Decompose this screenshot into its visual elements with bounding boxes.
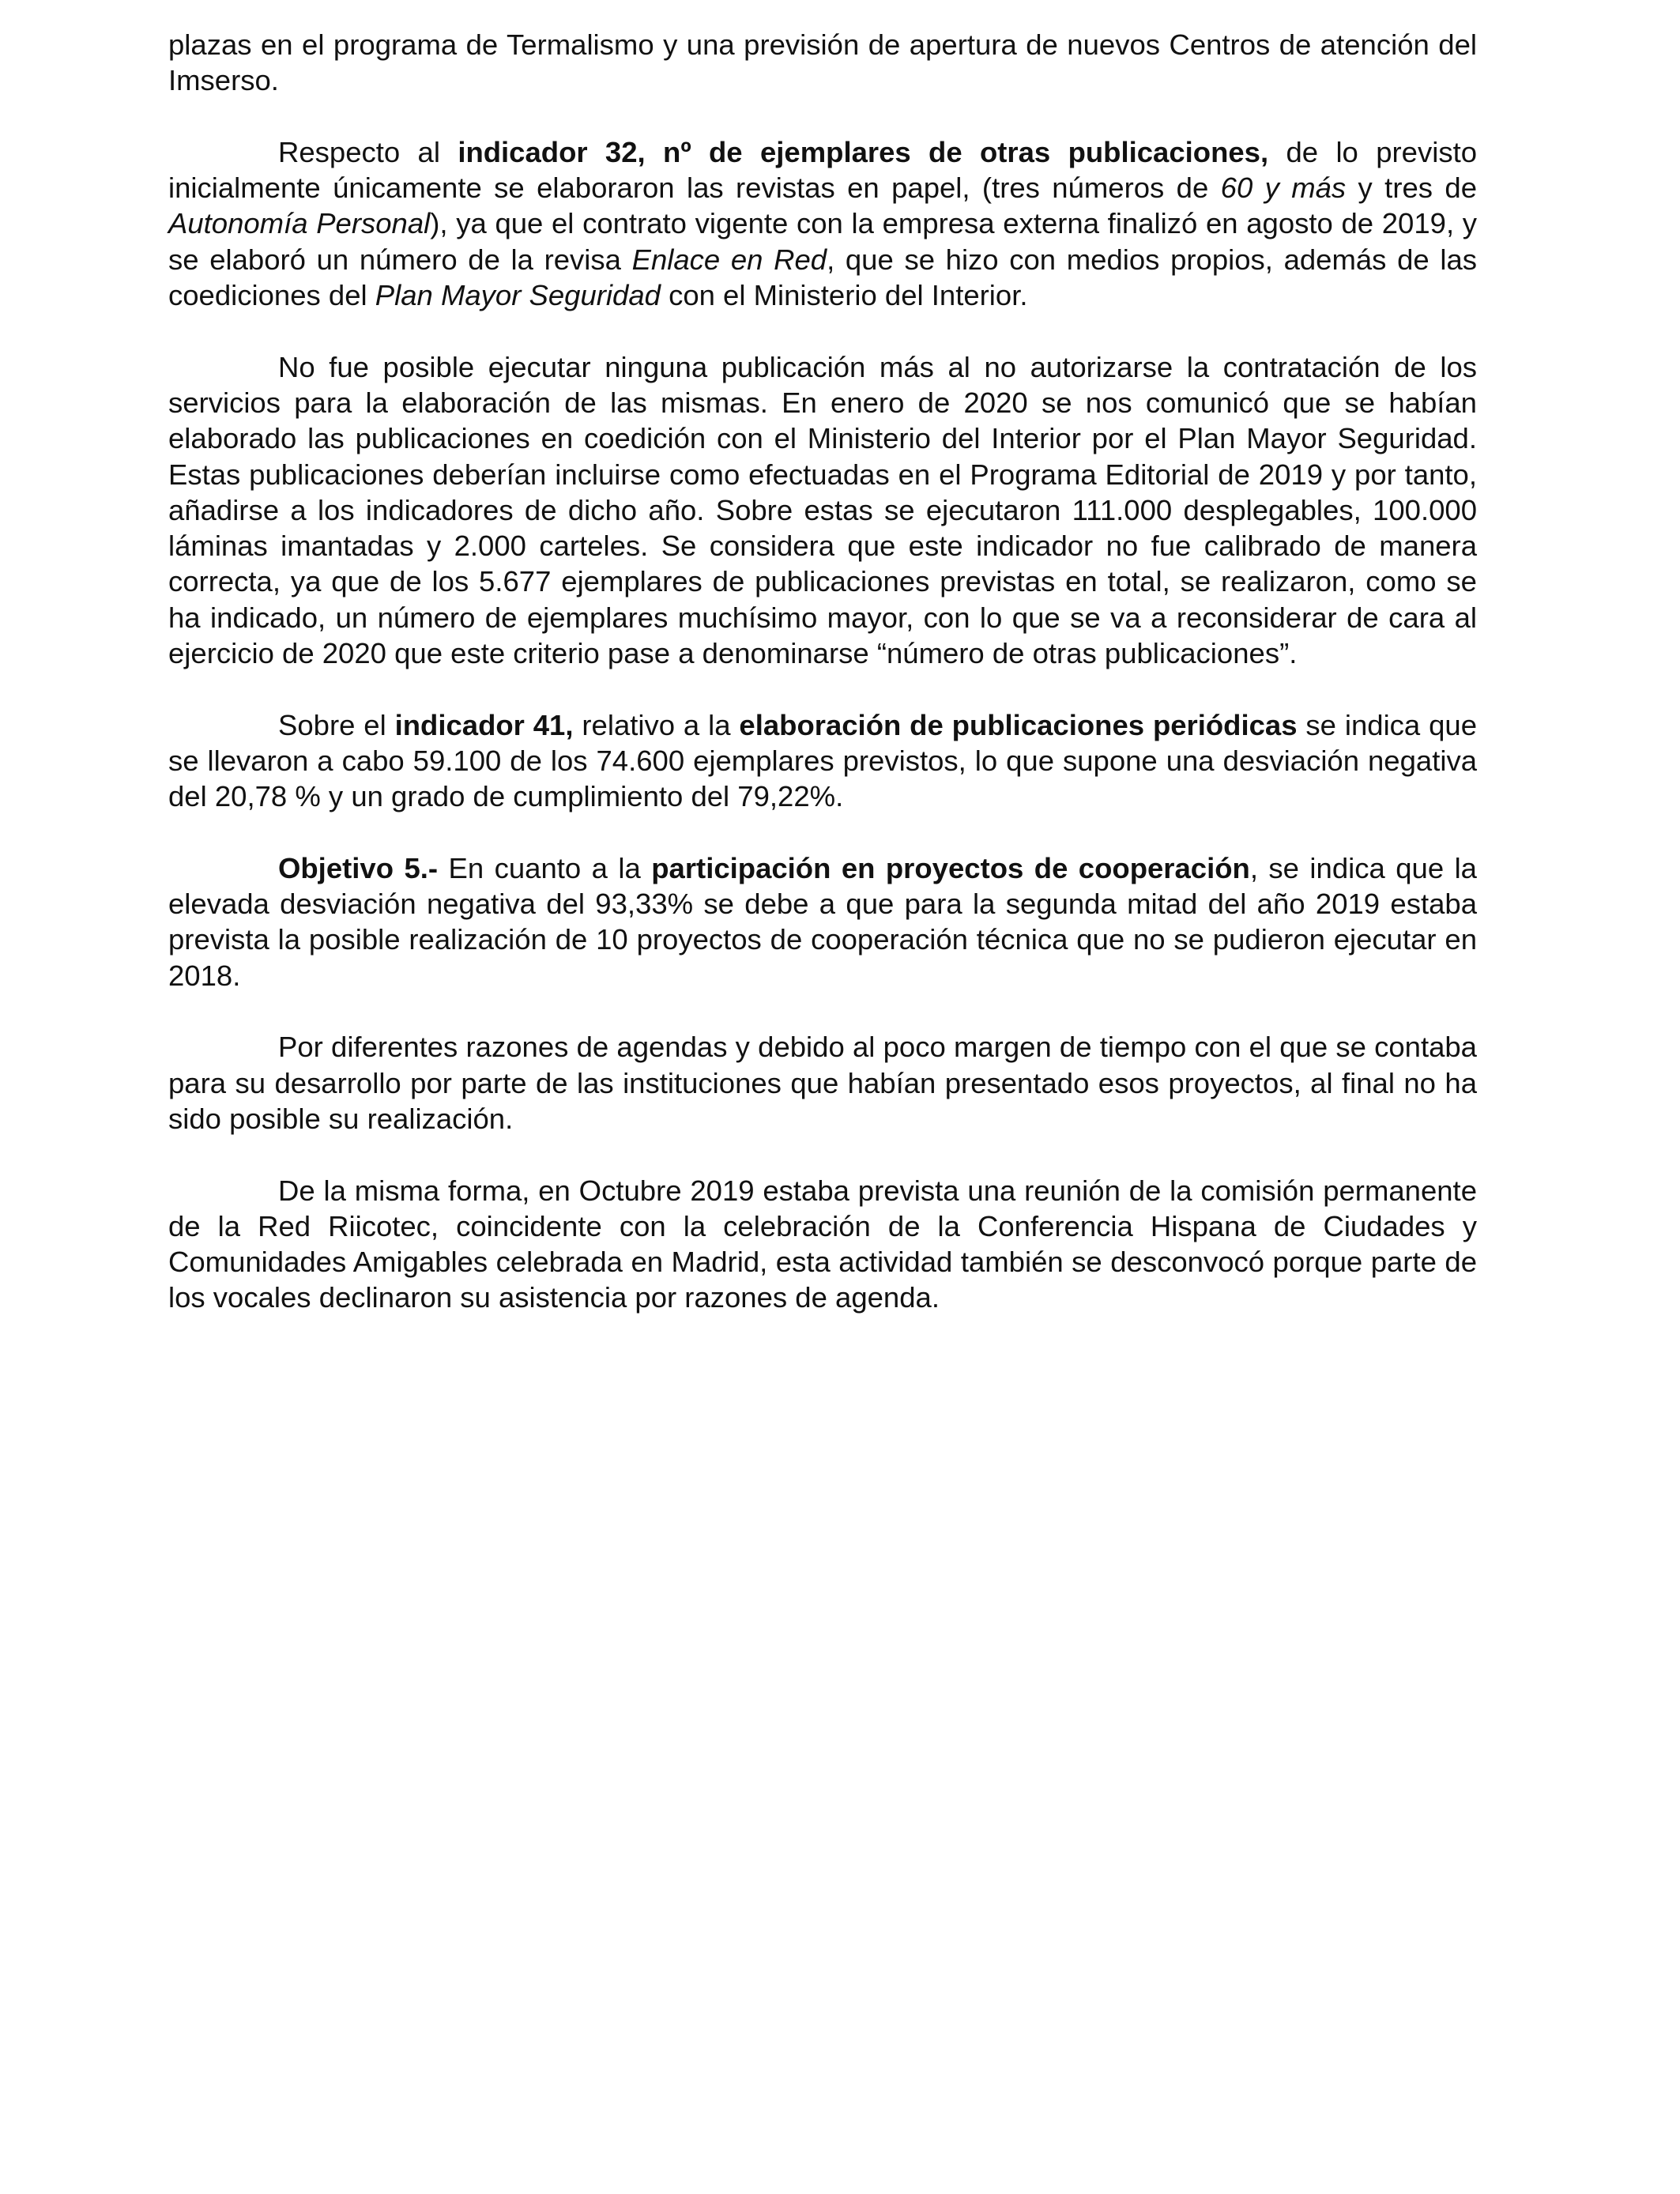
text-run: relativo a la — [573, 708, 740, 741]
bold-text: Objetivo 5.- — [278, 851, 439, 884]
bold-text: indicador 32, nº de ejemplares de otras publicaciones, — [458, 135, 1269, 168]
body-paragraph — [168, 134, 1477, 313]
document-page — [168, 27, 1477, 1316]
text-run: De la misma forma, en Octubre 2019 estaba prevista una reunión de la comisión permanente de la Red Riicotec, coincidente con la celebración de la Conferencia Hispana de Ciudades y Comunidades Amigables celebrada en Madrid, esta actividad también se desconvocó porque parte de los vocales declinaron su asistencia por razones de agenda. — [168, 1174, 1477, 1314]
body-paragraph — [168, 850, 1477, 993]
body-paragraph — [168, 349, 1477, 672]
body-paragraph — [168, 1029, 1477, 1137]
italic-text: 60 y más — [1220, 172, 1347, 205]
text-run: Respecto al — [278, 135, 458, 168]
bold-text: indicador 41, — [394, 708, 574, 741]
body-paragraph — [168, 1173, 1477, 1316]
bold-text: elaboración de publicaciones periódicas — [739, 708, 1298, 741]
text-run: de lo previsto inicialmente únicamente se elaboraron las revistas en papel, (tres números de — [168, 135, 1478, 205]
italic-text: Enlace en Red — [631, 243, 827, 276]
text-run: Sobre el — [278, 708, 395, 741]
body-paragraph — [168, 27, 1477, 99]
text-run: En cuanto a la — [438, 851, 652, 884]
text-run: , que se hizo con medios propios, además de las coediciones del — [168, 243, 1477, 312]
text-run: se indica que se llevaron a cabo 59.100 de los 74.600 ejemplares previstos, lo que supone una desviación negativa del 20,78 % y un grado de cumplimiento del 79,22%. — [168, 708, 1478, 813]
italic-text: Plan Mayor Seguridad — [375, 279, 661, 312]
text-run: plazas en el programa de Termalismo y una previsión de apertura de nuevos Centros de atención del Imserso. — [168, 28, 1477, 97]
text-run: No fue posible ejecutar ninguna publicación más al no autorizarse la contratación de los servicios para la elaboración de las mismas. En enero de 2020 se nos comunicó que se habían elaborado las publicaciones en coedición con el Ministerio del Interior por el Plan Mayor Seguridad. Estas publicaciones deberían incluirse como efectuadas en el Programa Editorial de 2019 y por tanto, añadirse a los indicadores de dicho año. Sobre estas se ejecutaron 111.000 desplegables, 100.000 láminas imantadas y 2.000 carteles. Se considera que este indicador no fue calibrado de manera correcta, ya que de los 5.677 ejemplares de publicaciones previstas en total, se realizaron, como se ha indicado, un número de ejemplares muchísimo mayor, con lo que se va a reconsiderar de cara al ejercicio de 2020 que este criterio pase a denominarse “número de otras publicaciones”. — [168, 350, 1477, 670]
text-run: Por diferentes razones de agendas y debido al poco margen de tiempo con el que se contaba para su desarrollo por parte de las instituciones que habían presentado esos proyectos, al final no ha sido posible su realización. — [168, 1031, 1477, 1135]
text-run: ), ya que el contrato vigente con la empresa externa finalizó en agosto de 2019, y se elaboró un número de la revisa — [168, 207, 1477, 276]
bold-text: participación en proyectos de cooperación — [651, 851, 1250, 884]
italic-text: Autonomía Personal — [168, 207, 431, 240]
body-paragraph — [168, 707, 1477, 815]
text-run: , se indica que la elevada desviación negativa del 93,33% se debe a que para la segunda mitad del año 2019 estaba prevista la posible realización de 10 proyectos de cooperación técnica que no se pudieron ejecutar en 2018. — [168, 851, 1477, 992]
text-run: con el Ministerio del Interior. — [660, 279, 1028, 312]
text-run: y tres de — [1346, 172, 1477, 205]
